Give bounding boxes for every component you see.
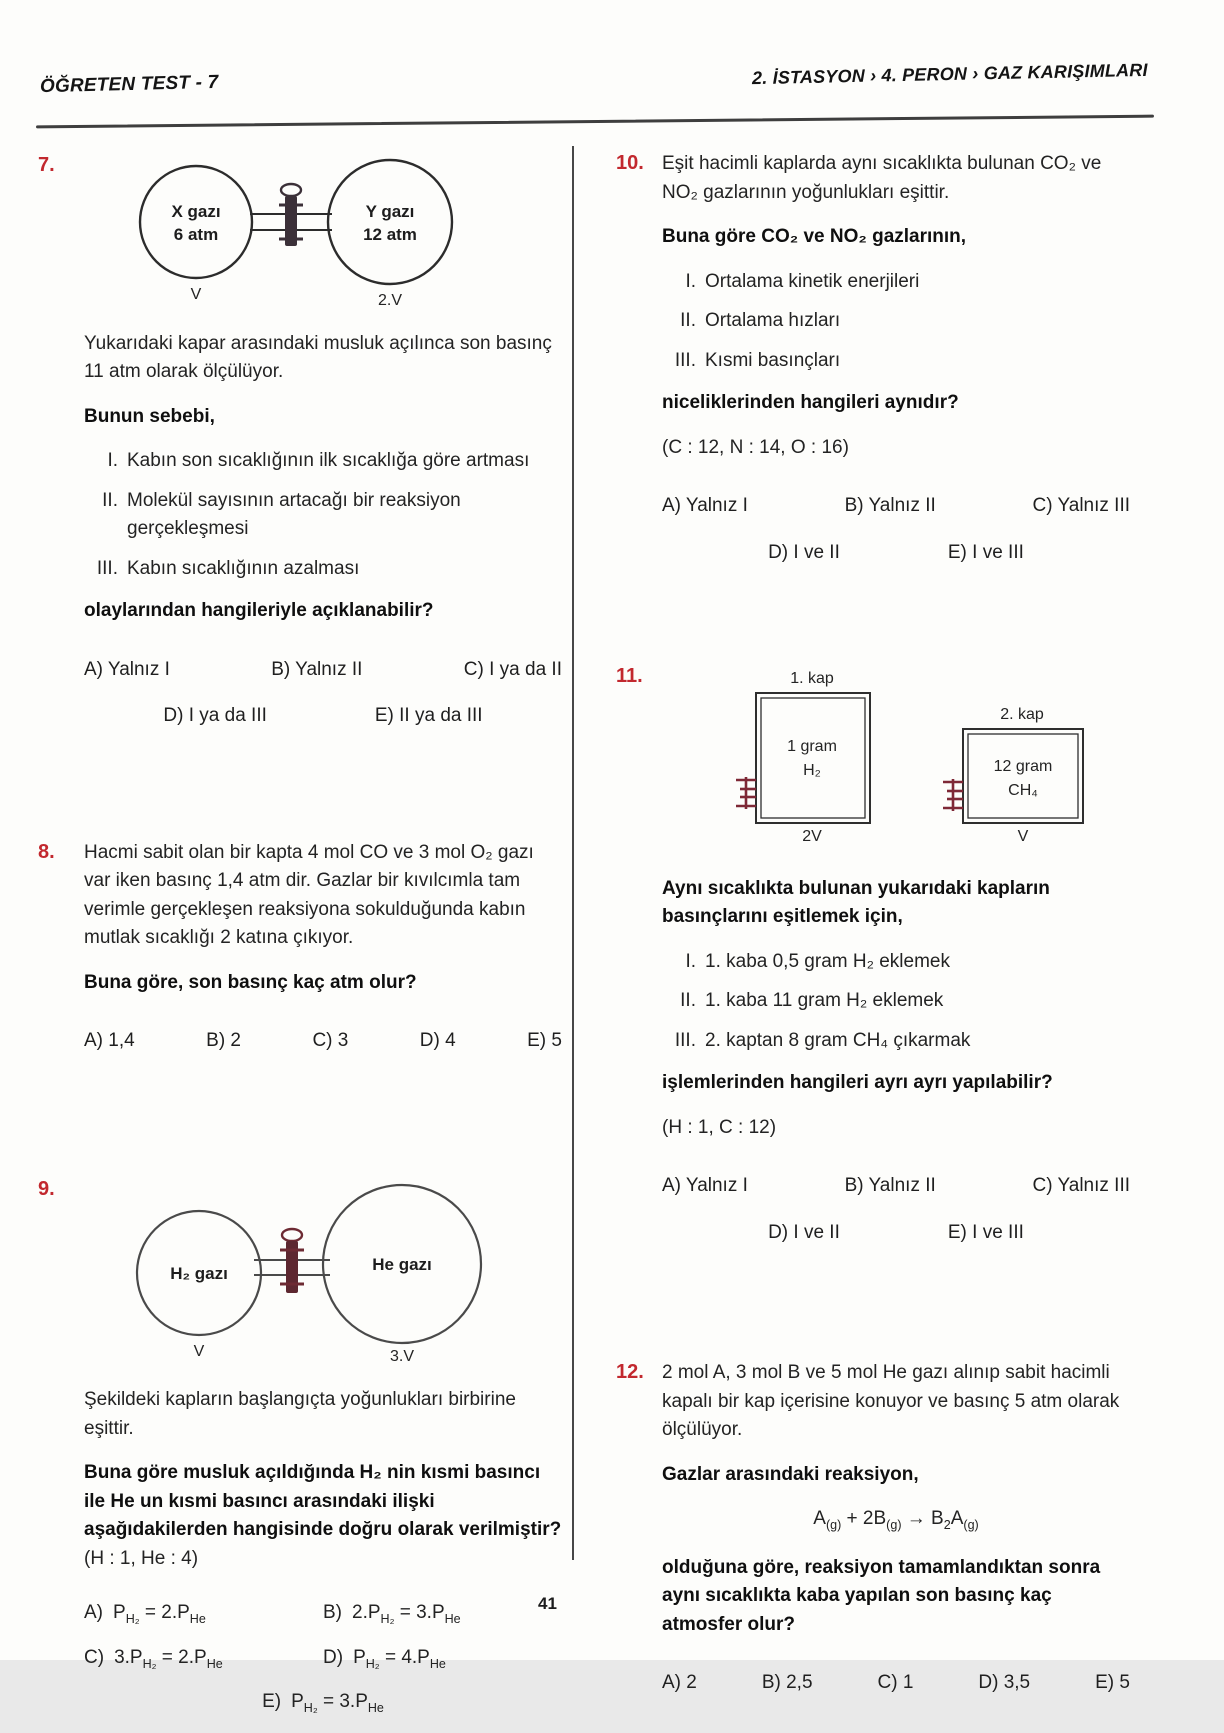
question-stem: olaylarından hangileriyle açıklanabilir? <box>84 600 434 621</box>
left-flask-volume-label: V <box>193 1342 205 1360</box>
question-intro: Yukarıdaki kapar arasındaki musluk açılınca son basınç 11 atm olarak ölçülüyor. <box>84 332 552 382</box>
option-a <box>84 1599 323 1628</box>
question-number: 11. <box>616 665 643 687</box>
option-a: A) 2 <box>662 1672 697 1693</box>
option-c: C) 3 <box>312 1030 349 1051</box>
roman-numeral: II. <box>102 489 118 511</box>
roman-items <box>662 948 1130 1056</box>
options-row-1 <box>662 1172 1130 1201</box>
question-12 <box>616 1359 1130 1698</box>
option-formula: $2.P_{H_2} = 3.P_{He}$ <box>352 1602 461 1626</box>
option-d: D) 3,5 <box>978 1672 1031 1693</box>
roman-item-text: Molekül sayısının artacağı bir reaksiyon gerçekleşmesi <box>127 489 461 539</box>
left-column <box>38 132 562 1733</box>
option-e: E) 5 <box>527 1030 562 1051</box>
options-row-3 <box>84 1688 562 1717</box>
right-column <box>616 132 1130 1698</box>
option-d: D) I ve II <box>768 541 840 563</box>
option-c: C) I ya da II <box>463 658 562 680</box>
roman-numeral: I. <box>685 270 696 292</box>
roman-item-text: Kısmi basınçları <box>705 349 841 371</box>
roman-numeral: II. <box>680 990 696 1011</box>
vessel-2-gas: CH₄ <box>1008 782 1038 799</box>
question-intro: Hacmi sabit olan bir kapta 4 mol CO ve 3 mol O₂ gazı var iken basınç 1,4 atm dir. Gazlar bir kıvılcımla tam verimle gerçekleşen reaksiyona sokulduğunda kabın mutlak sıcaklığı 2 katına çıkıyor. <box>84 841 534 948</box>
roman-item <box>662 347 1130 376</box>
option-a: A) Yalnız I <box>84 658 170 680</box>
option-d <box>323 1644 562 1673</box>
atomic-mass-note: (H : 1, He : 4) <box>84 1547 199 1569</box>
right-flask-pressure-label: 12 atm <box>363 225 417 244</box>
option-e <box>262 1688 384 1717</box>
option-d: D) 4 <box>419 1030 456 1051</box>
option-b: B) Yalnız II <box>844 1175 936 1196</box>
vessel-1-outer <box>756 693 870 823</box>
option-c: C) Yalnız III <box>1032 1175 1130 1196</box>
roman-item-text: 1. kaba 11 gram H₂ eklemek <box>705 990 944 1011</box>
breadcrumb: 2. İSTASYON › 4. PERON › GAZ KARIŞIMLARI <box>752 59 1149 89</box>
option-letter: E) <box>262 1691 282 1712</box>
vessel-1-title: 1. kap <box>790 670 834 687</box>
option-d: D) I ya da III <box>163 705 267 726</box>
option-letter: A) <box>84 1602 103 1623</box>
roman-item-text: 1. kaba 0,5 gram H₂ eklemek <box>705 950 950 972</box>
right-flask-volume-label: 3.V <box>389 1347 415 1365</box>
roman-item-text: 2. kaptan 8 gram CH₄ çıkarmak <box>705 1029 971 1051</box>
question-number: 10. <box>616 152 644 174</box>
right-flask-gas-label: Y gazı <box>365 202 415 221</box>
question-number: 7. <box>38 154 55 176</box>
option-formula: $P_{H_2} = 4.P_{He}$ <box>353 1646 446 1671</box>
roman-numeral: I. <box>685 950 696 972</box>
question-10 <box>616 150 1130 567</box>
options-row-1 <box>84 656 562 685</box>
roman-numeral: III. <box>674 1029 696 1051</box>
vessel-1-amount: 1 gram <box>787 738 837 755</box>
question-stem: Buna göre musluk açıldığında H₂ nin kısmi basıncı ile He un kısmi basıncı arasındaki ilişki aşağıdakilerden hangisinde doğru olarak verilmiştir? <box>84 1462 562 1540</box>
option-b: B) 2,5 <box>761 1672 813 1693</box>
vessel-2-title: 2. kap <box>1000 706 1044 723</box>
option-c <box>84 1644 323 1673</box>
vessel-1-volume: 2V <box>802 828 822 845</box>
question-8 <box>38 839 562 1056</box>
option-letter: D) <box>323 1646 344 1668</box>
option-formula: $3.P_{H_2} = 2.P_{He}$ <box>114 1646 223 1671</box>
option-e: E) I ve III <box>947 541 1024 563</box>
left-flask-pressure-label: 6 atm <box>173 225 219 244</box>
roman-item <box>84 447 562 476</box>
roman-item-text: Kabın son sıcaklığının ilk sıcaklığa göre artması <box>127 450 530 471</box>
options-row-1 <box>662 492 1130 521</box>
right-flask-volume-label: 2.V <box>377 292 403 309</box>
question-stem: olduğuna göre, reaksiyon tamamlandıktan sonra aynı sıcaklıkta kaba yapılan son basınç kaç atmosfer olur? <box>662 1556 1101 1635</box>
reaction-equation: $A_{(g)} + 2B_{(g)} \to B_2A_{(g)}$ <box>813 1508 979 1532</box>
atomic-mass-note: (C : 12, N : 14, O : 16) <box>662 436 849 458</box>
gas-vessels-diagram <box>662 667 1130 853</box>
options-row <box>662 1669 1130 1698</box>
left-flask-gas-label: H₂ gazı <box>170 1263 228 1283</box>
option-c: C) 1 <box>877 1672 914 1693</box>
test-title: ÖĞRETEN TEST - 7 <box>39 71 219 98</box>
roman-item <box>662 307 1130 336</box>
option-a: A) Yalnız I <box>662 1175 748 1196</box>
question-intro: Şekildeki kapların başlangıçta yoğunlukları birbirine eşittir. <box>84 1389 516 1439</box>
option-a: A) Yalnız I <box>662 495 748 516</box>
option-b: B) 2 <box>206 1030 241 1051</box>
vessel-2-amount: 12 gram <box>993 758 1053 775</box>
question-lead: Buna göre CO₂ ve NO₂ gazlarının, <box>662 226 967 247</box>
options-row-2 <box>662 1219 1130 1248</box>
option-d: D) I ve II <box>768 1221 840 1243</box>
vessel-2-volume: V <box>1017 828 1029 845</box>
question-stem: işlemlerinden hangileri ayrı ayrı yapılabilir? <box>662 1072 1053 1093</box>
question-9 <box>38 1176 562 1733</box>
roman-item <box>662 268 1130 297</box>
option-e: E) II ya da III <box>374 705 483 726</box>
roman-item <box>84 555 562 584</box>
question-lead: Aynı sıcaklıkta bulunan yukarıdaki kapların basınçlarını eşitlemek için, <box>662 877 1050 927</box>
roman-numeral: III. <box>96 557 118 579</box>
option-c: C) Yalnız III <box>1032 495 1130 516</box>
options-row-1 <box>84 1599 562 1628</box>
option-b: B) Yalnız II <box>271 658 363 680</box>
formula-options <box>84 1599 562 1717</box>
roman-item-text: Ortalama hızları <box>705 310 841 331</box>
option-formula: $P_{H_2} = 2.P_{He}$ <box>113 1602 206 1626</box>
question-intro: Eşit hacimli kaplarda aynı sıcaklıkta bulunan CO₂ ve NO₂ gazlarının yoğunlukları eşittir. <box>662 153 1102 203</box>
option-e: E) I ve III <box>947 1221 1024 1243</box>
roman-numeral: I. <box>107 450 118 471</box>
question-number: 9. <box>38 1177 55 1200</box>
roman-item <box>84 487 562 544</box>
right-flask-gas-label: He gazı <box>372 1254 432 1274</box>
left-flask <box>140 166 252 278</box>
left-flask-volume-label: V <box>190 286 202 303</box>
column-divider <box>572 146 574 1560</box>
roman-item <box>662 987 1130 1016</box>
option-a: A) 1,4 <box>84 1030 135 1051</box>
options-row-2 <box>84 1644 562 1673</box>
valve-icon <box>736 777 756 809</box>
options-row-2 <box>84 702 562 731</box>
header-rule <box>36 115 1154 129</box>
question-stem: Buna göre, son basınç kaç atm olur? <box>84 971 417 993</box>
question-lead: Gazlar arasındaki reaksiyon, <box>662 1463 919 1485</box>
option-e: E) 5 <box>1095 1672 1130 1693</box>
option-b: B) Yalnız II <box>844 495 936 516</box>
option-formula: $P_{H_2} = 3.P_{He}$ <box>291 1691 384 1715</box>
roman-item-text: Kabın sıcaklığının azalması <box>127 557 360 579</box>
connected-flasks-diagram <box>84 156 514 308</box>
question-number: 12. <box>616 1361 644 1383</box>
option-letter: B) <box>323 1602 342 1623</box>
roman-numeral: II. <box>680 310 696 331</box>
roman-item <box>662 948 1130 977</box>
options-row-2 <box>662 539 1130 568</box>
vessel-1-gas: H₂ <box>803 762 821 779</box>
question-intro: 2 mol A, 3 mol B ve 5 mol He gazı alınıp sabit hacimli kapalı bir kap içerisine konuyor ve basınç 5 atm olarak ölçülüyor. <box>662 1362 1120 1440</box>
roman-item-text: Ortalama kinetik enerjileri <box>705 270 920 292</box>
left-flask-gas-label: X gazı <box>171 202 221 221</box>
question-stem: niceliklerinden hangileri aynıdır? <box>662 392 959 413</box>
question-11 <box>616 663 1130 1247</box>
option-b <box>323 1599 562 1628</box>
options-row <box>84 1027 562 1056</box>
roman-item <box>662 1027 1130 1056</box>
page-number: 41 <box>538 1594 557 1613</box>
question-number: 8. <box>38 840 55 863</box>
roman-numeral: III. <box>674 349 696 371</box>
question-lead: Bunun sebebi, <box>84 405 215 427</box>
roman-items <box>662 268 1130 376</box>
connected-flasks-diagram <box>84 1180 529 1365</box>
vessel-1-inner <box>761 698 865 818</box>
vessel-2-outer <box>963 729 1083 823</box>
right-flask <box>328 160 452 284</box>
vessel-2-inner <box>968 734 1078 818</box>
question-7 <box>38 152 562 731</box>
roman-items <box>84 447 562 583</box>
atomic-mass-note: (H : 1, C : 12) <box>662 1116 777 1138</box>
valve-icon <box>943 779 963 811</box>
option-letter: C) <box>84 1646 105 1668</box>
